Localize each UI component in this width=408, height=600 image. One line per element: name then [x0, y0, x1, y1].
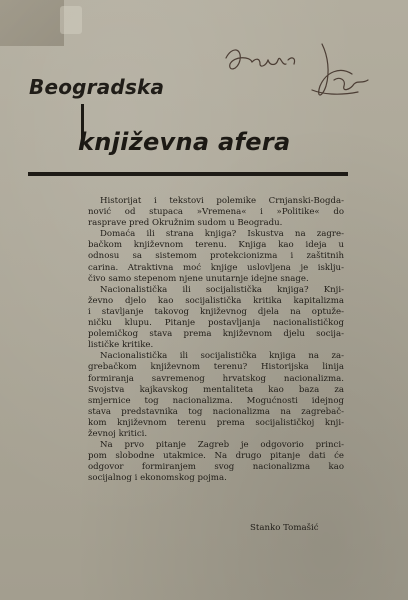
text-line: stava predstavnika tog nacionalizma na zagrebač-	[88, 406, 344, 417]
paper-tear	[60, 6, 82, 34]
text-line: bačkom književnom terenu. Knjiga kao ideja u	[88, 240, 344, 251]
text-line: nović od stupaca »Vremena« i »Politike« do	[88, 207, 344, 218]
text-line: ničku klupu. Pitanje postavljanja nacionalističkog	[88, 318, 344, 329]
text-line: Svojstva kajkavskog mentaliteta kao baza za	[88, 384, 344, 395]
text-line: socijalnog i ekonomskog pojma.	[88, 473, 227, 484]
text-line: formiranja savremenog hrvatskog nacionalizma.	[88, 373, 344, 384]
text-line: Nacionalistička ili socijalistička knjiga? Knji-	[100, 284, 344, 295]
text-line: polemičkog stava prema književnom djelu socija-	[88, 329, 344, 340]
text-line: Historijat i tekstovi polemike Crnjanski-Bogda-	[100, 196, 344, 206]
title-line-1: Beogradska	[29, 75, 165, 99]
text-line: kom književnom terenu prema socijalističkoj knji-	[88, 417, 344, 428]
body-text	[88, 196, 344, 484]
text-line: smjernice tog nacionalizma. Mogućnosti idejnog	[88, 395, 344, 406]
author-name: Stanko Tomašić	[250, 523, 319, 533]
text-line: i stavljanje takovog književnog djela na optuže-	[88, 306, 344, 317]
text-line: Na prvo pitanje Zagreb je odgovorio princi-	[100, 440, 344, 451]
text-line: odgovor formiranjem svog nacionalizma kao	[88, 462, 344, 473]
title-line-2: književna afera	[78, 128, 291, 156]
text-line: pom slobodne utakmice. Na drugo pitanje dati će	[88, 451, 344, 462]
text-line: odnosu sa sistemom protekcionizma i zaštitnih	[88, 251, 344, 262]
text-line: ževno djelo kao socijalistička kritika kapitalizma	[88, 295, 344, 306]
text-line: carina. Atraktivna moć knjige uslovljena je isklju-	[88, 262, 344, 273]
text-line: grebačkom književnom terenu? Historijska linija	[88, 362, 344, 373]
text-line: rasprave pred Okružnim sudom u Beogradu.	[88, 218, 283, 229]
text-line: lističke kritike.	[88, 340, 154, 351]
title-rule	[28, 172, 348, 176]
text-line: Domaća ili strana knjiga? Iskustva na zagre-	[100, 229, 344, 240]
tape-stain	[0, 0, 64, 46]
text-line: ževnoj kritici.	[88, 428, 148, 439]
text-line: čivo samo stepenom njene unutarnje idejne snage.	[88, 273, 309, 284]
text-line: Nacionalistička ili socijalistička knjiga na za-	[100, 351, 344, 362]
handwritten-signature	[222, 36, 382, 116]
